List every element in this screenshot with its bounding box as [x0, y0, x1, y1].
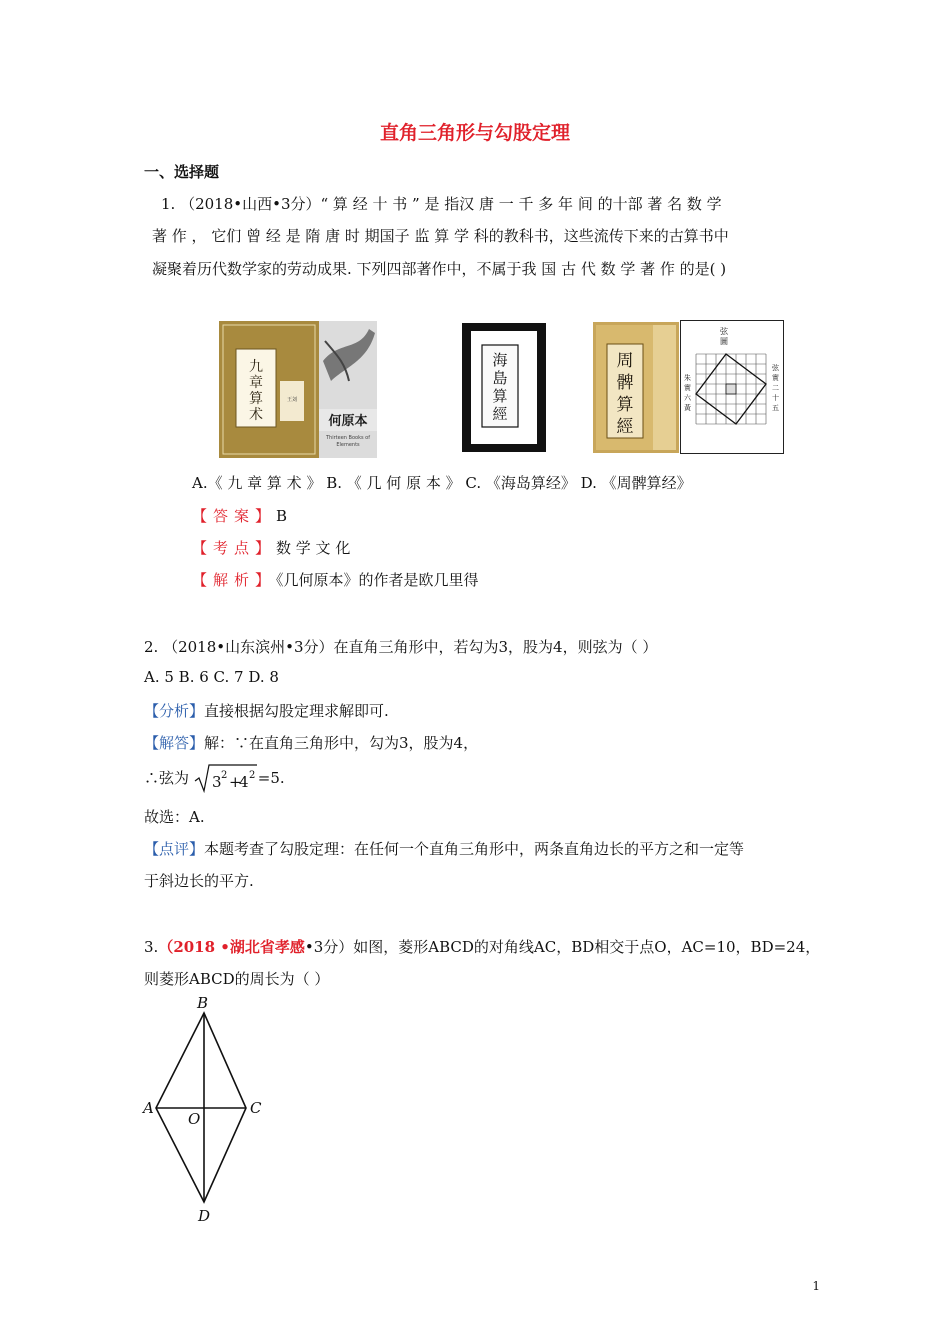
analysis-value: 《几何原本》的作者是欧几里得	[276, 571, 479, 589]
point-tag: 【考点】	[192, 539, 277, 557]
svg-text:Thirteen Books of: Thirteen Books of	[326, 435, 370, 441]
analysis-tag: 【解析】	[192, 571, 277, 589]
svg-text:+: +	[228, 773, 242, 791]
point-value: 数 学 文 化	[276, 539, 351, 557]
jieda-value: 解：∵在直角三角形中，勾为3，股为4，	[204, 734, 479, 752]
svg-text:經: 經	[492, 405, 508, 423]
svg-text:朱: 朱	[684, 374, 691, 382]
q1-line-1: 1. （2018•山西•3分）“ 算 经 十 书 ” 是 指汉 唐 一 千 多 年 间 的十部 著 名 数 学	[161, 195, 722, 213]
book-image-zhoubi	[593, 322, 679, 453]
label-d: D	[198, 1207, 211, 1225]
q3-number: 3.	[144, 938, 159, 956]
svg-text:圖: 圖	[720, 337, 728, 346]
svg-text:算: 算	[492, 387, 508, 405]
book1-title-char1: 九	[249, 359, 263, 375]
svg-text:五: 五	[772, 404, 779, 412]
label-o: O	[188, 1110, 201, 1128]
q3-source: （2018 •湖北省孝感	[158, 938, 305, 956]
svg-text:弦: 弦	[772, 364, 779, 372]
book-image-haidao	[462, 323, 546, 452]
q2-dianping-line	[144, 838, 744, 859]
svg-text:算: 算	[249, 391, 263, 407]
svg-text:髀: 髀	[616, 373, 634, 393]
formula-b: 4	[238, 773, 249, 791]
label-c: C	[250, 1099, 262, 1117]
svg-text:周: 周	[616, 351, 634, 371]
svg-text:王刘: 王刘	[286, 397, 298, 403]
q1-line-2: 著 作 ， 它们 曾 经 是 隋 唐 时 期国子 监 算 学 科的教科书，这些流传下来的古算书中	[152, 227, 729, 245]
svg-text:算: 算	[616, 395, 634, 415]
fenxi-value: 直接根据勾股定理求解即可.	[204, 702, 389, 720]
q2-formula-line	[144, 763, 285, 793]
section-heading: 一、选择题	[144, 163, 220, 181]
sqrt-formula	[194, 763, 258, 793]
book-image-xiantu	[680, 320, 784, 454]
formula-exp-a: 2	[220, 770, 228, 781]
answer-tag: 【答案】	[192, 507, 277, 525]
q3-stem-1: 如图，菱形ABCD的对角线AC，BD相交于点O，AC=10，BD=24，	[353, 938, 821, 956]
page-title: 直角三角形与勾股定理	[379, 122, 570, 144]
svg-text:海: 海	[492, 351, 508, 369]
label-a: A	[143, 1099, 154, 1117]
q1-answer-line	[192, 505, 287, 526]
dianping-tag: 【点评】	[144, 840, 205, 858]
label-b: B	[197, 995, 209, 1012]
q1-point-line	[192, 537, 350, 558]
q1-analysis-line	[192, 569, 479, 590]
formula-exp-b: 2	[248, 770, 256, 781]
q1-line-3: 凝聚着历代数学家的劳动成果. 下列四部著作中，不属于我 国 古 代 数 学 著 作 的是( )	[152, 260, 727, 278]
q2-choose: 故选：A.	[144, 808, 205, 826]
formula-result: =5.	[257, 769, 285, 787]
svg-text:島: 島	[492, 369, 508, 387]
fenxi-tag: 【分析】	[144, 702, 205, 720]
svg-text:二: 二	[772, 384, 779, 392]
q2-jieda-line	[144, 732, 478, 753]
svg-text:實: 實	[684, 384, 691, 392]
svg-text:弦: 弦	[720, 327, 728, 336]
rhombus-figure	[140, 995, 270, 1225]
svg-text:黃: 黃	[684, 404, 691, 412]
book-image-jiuzhang	[219, 321, 377, 458]
formula-a: 3	[211, 773, 222, 791]
dianping-value-1: 本题考查了勾股定理：在任何一个直角三角形中，两条直角边长的平方之和一定等	[204, 840, 745, 858]
svg-text:术: 术	[249, 407, 263, 423]
svg-text:章: 章	[249, 375, 263, 391]
q2-stem: 2. （2018•山东滨州•3分）在直角三角形中，若勾为3，股为4，则弦为（ ）	[144, 638, 658, 656]
svg-text:十: 十	[772, 394, 779, 402]
jieda-tag: 【解答】	[144, 734, 205, 752]
svg-text:何原本: 何原本	[328, 414, 368, 429]
q3-stem-line-1	[144, 936, 820, 957]
q2-dianping-line-2: 于斜边长的平方.	[144, 872, 254, 890]
page-number: 1	[812, 1279, 820, 1293]
svg-text:Elements: Elements	[336, 442, 360, 448]
q3-stem-line-2: 则菱形ABCD的周长为（ ）	[144, 970, 330, 988]
svg-text:實: 實	[772, 374, 779, 382]
q1-options: A.《 九 章 算 术 》 B. 《 几 何 原 本 》 C. 《海岛算经》 D. 《周髀算经》	[192, 474, 692, 492]
formula-prefix: ∴弦为	[144, 769, 190, 787]
svg-text:六: 六	[684, 394, 691, 402]
answer-value: B	[276, 507, 288, 525]
q3-source-rest: •3分）	[304, 938, 354, 956]
q2-fenxi-line	[144, 700, 389, 721]
q2-options: A. 5 B. 6 C. 7 D. 8	[144, 668, 279, 686]
svg-text:經: 經	[616, 417, 634, 437]
